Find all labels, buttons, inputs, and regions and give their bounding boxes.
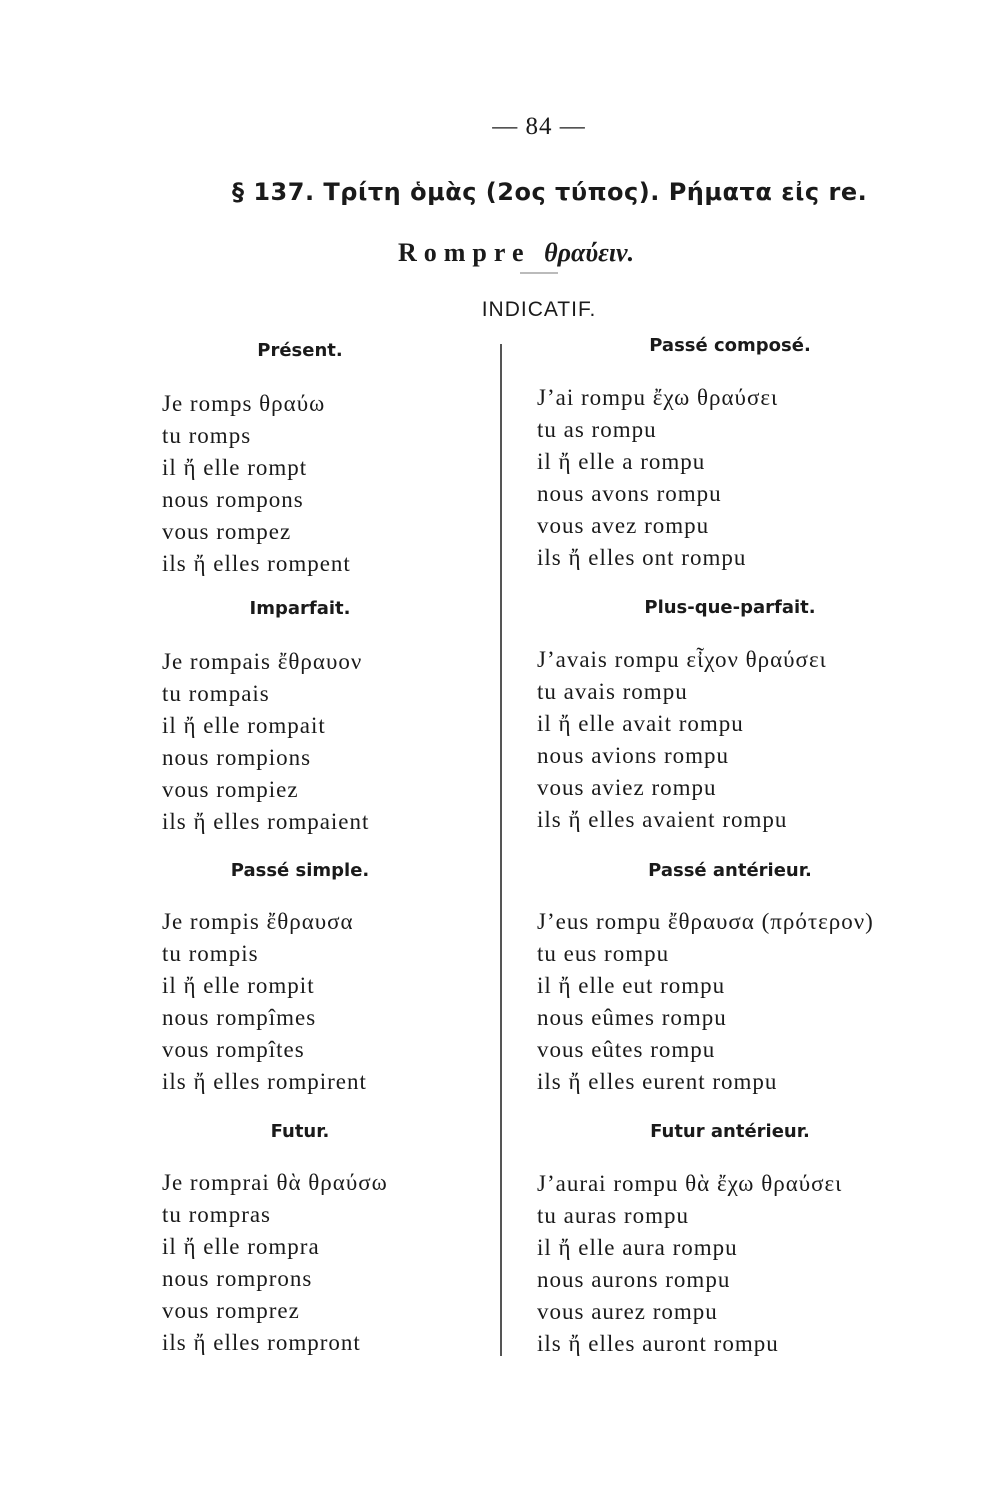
conjugation-line: nous avons rompu <box>537 481 722 506</box>
conjugation-passe-anterieur <box>537 906 874 1098</box>
conjugation-line: nous rompîmes <box>162 1005 317 1030</box>
column-divider <box>500 344 502 1356</box>
conjugation-line: ils ἤ elles rompirent <box>162 1069 367 1094</box>
conjugation-line: vous aviez rompu <box>537 775 717 800</box>
conjugation-line: J’eus rompu ἔθραυσα (πρότερον) <box>537 909 874 934</box>
tense-heading-passe-compose: Passé composé. <box>649 335 811 356</box>
conjugation-passe-compose <box>537 382 778 574</box>
conjugation-line: J’ai rompu ἔχω θραύσει <box>537 385 779 410</box>
tense-heading-present: Présent. <box>257 340 343 361</box>
conjugation-line: tu avais rompu <box>537 679 688 704</box>
conjugation-line: il ἤ elle rompit <box>162 973 315 998</box>
conjugation-line: tu as rompu <box>537 417 657 442</box>
conjugation-line: vous rompez <box>162 519 292 544</box>
conjugation-line: J’aurai rompu θὰ ἔχω θραύσει <box>537 1171 843 1196</box>
conjugation-line: ils ἤ elles rompaient <box>162 809 370 834</box>
conjugation-line: nous aurons rompu <box>537 1267 731 1292</box>
tense-heading-plus-que-parfait: Plus-que-parfait. <box>644 597 816 618</box>
conjugation-line: vous eûtes rompu <box>537 1037 716 1062</box>
conjugation-line: vous avez rompu <box>537 513 710 538</box>
page-number: — 84 — <box>492 113 586 140</box>
conjugation-plus-que-parfait <box>537 644 827 836</box>
conjugation-line: il ἤ elle a rompu <box>537 449 706 474</box>
conjugation-line: Je romprai θὰ θραύσω <box>162 1170 388 1195</box>
conjugation-line: ils ἤ elles ont rompu <box>537 545 747 570</box>
conjugation-passe-simple <box>162 906 367 1098</box>
conjugation-line: tu rompais <box>162 681 270 706</box>
section-title: § 137. Τρίτη ὁμὰς (2ος τύπος). Ρήματα εἰς re. <box>232 178 868 206</box>
conjugation-line: ils ἤ elles rompront <box>162 1330 361 1355</box>
title-rule <box>520 272 558 274</box>
conjugation-line: J’avais rompu εἶχον θραύσει <box>537 647 827 672</box>
conjugation-line: il ἤ elle eut rompu <box>537 973 726 998</box>
conjugation-line: tu eus rompu <box>537 941 670 966</box>
conjugation-line: il ἤ elle avait rompu <box>537 711 744 736</box>
conjugation-line: Je rompis ἔθραυσα <box>162 909 354 934</box>
conjugation-present <box>162 388 351 580</box>
conjugation-line: il ἤ elle aura rompu <box>537 1235 738 1260</box>
conjugation-futur-anterieur <box>537 1168 842 1360</box>
tense-heading-imparfait: Imparfait. <box>249 598 351 619</box>
tense-heading-futur: Futur. <box>270 1121 330 1142</box>
conjugation-line: nous avions rompu <box>537 743 730 768</box>
conjugation-line: il ἤ elle rompait <box>162 713 326 738</box>
mood-heading: INDICATIF. <box>481 298 597 321</box>
conjugation-line: ils ἤ elles auront rompu <box>537 1331 779 1356</box>
conjugation-line: ils ἤ elles avaient rompu <box>537 807 788 832</box>
conjugation-line: nous eûmes rompu <box>537 1005 727 1030</box>
conjugation-line: tu romps <box>162 423 252 448</box>
conjugation-line: tu rompis <box>162 941 259 966</box>
verb-title-french: Rompre <box>398 238 531 267</box>
conjugation-line: il ἤ elle rompra <box>162 1234 320 1259</box>
conjugation-line: nous romprons <box>162 1266 313 1291</box>
conjugation-line: Je romps θραύω <box>162 391 326 416</box>
conjugation-line: ils ἤ elles rompent <box>162 551 351 576</box>
verb-title <box>398 238 634 268</box>
conjugation-line: Je rompais ἔθραυον <box>162 649 363 674</box>
conjugation-futur <box>162 1167 388 1359</box>
conjugation-line: ils ἤ elles eurent rompu <box>537 1069 778 1094</box>
conjugation-line: tu rompras <box>162 1202 272 1227</box>
conjugation-line: vous rompîtes <box>162 1037 305 1062</box>
tense-heading-futur-anterieur: Futur antérieur. <box>650 1121 810 1142</box>
conjugation-line: vous rompiez <box>162 777 299 802</box>
conjugation-line: tu auras rompu <box>537 1203 689 1228</box>
conjugation-line: il ἤ elle rompt <box>162 455 308 480</box>
conjugation-line: nous rompions <box>162 745 312 770</box>
conjugation-line: vous romprez <box>162 1298 300 1323</box>
conjugation-imparfait <box>162 646 369 838</box>
tense-heading-passe-simple: Passé simple. <box>230 860 370 881</box>
conjugation-line: nous rompons <box>162 487 304 512</box>
conjugation-line: vous aurez rompu <box>537 1299 718 1324</box>
tense-heading-passe-anterieur: Passé antérieur. <box>648 860 812 881</box>
verb-title-greek: θραύειν. <box>544 238 635 267</box>
